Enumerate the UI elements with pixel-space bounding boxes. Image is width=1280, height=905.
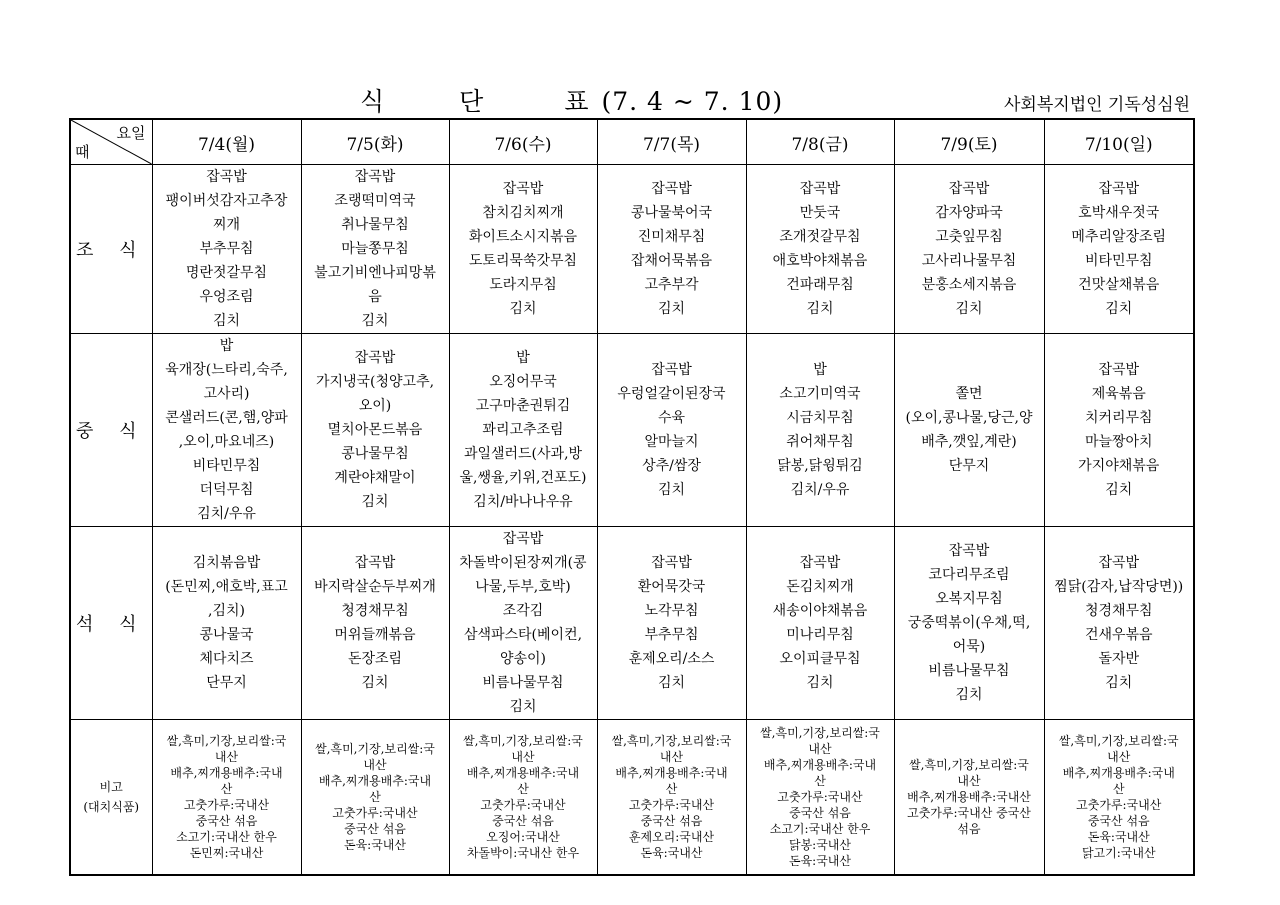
menu-item: 머위들깨볶음 bbox=[334, 627, 416, 643]
lunch-cell bbox=[1044, 334, 1194, 527]
menu-item: 만둣국 bbox=[799, 205, 841, 221]
origin-line: 배추,찌개용배추:국내산 bbox=[907, 789, 1031, 804]
menu-item: 화이트소시지볶음 bbox=[468, 229, 578, 245]
menu-item: 우엉조림 bbox=[199, 289, 254, 305]
menu-item: 명란젓갈무침 bbox=[185, 265, 268, 281]
breakfast-row bbox=[70, 165, 1194, 334]
origin-line: 산 bbox=[1112, 781, 1125, 796]
notes-label: 비고 bbox=[99, 779, 123, 794]
organization-name: 사회복지법인 기독성심원 bbox=[1004, 95, 1191, 115]
dinner-cell bbox=[301, 527, 449, 720]
menu-item: 밥 bbox=[813, 362, 827, 378]
menu-item: (돈민찌,애호박,표고 bbox=[165, 579, 288, 595]
menu-item: 김치 bbox=[806, 301, 834, 317]
origin-line: 내산 bbox=[363, 757, 387, 772]
menu-item: 분홍소세지볶음 bbox=[921, 277, 1017, 293]
menu-item: 울,쌩율,키위,건포도) bbox=[459, 470, 587, 486]
menu-item: 잡곡밥 bbox=[1098, 362, 1140, 378]
origin-line: 배추,찌개용배추:국내 bbox=[1062, 765, 1175, 780]
menu-item: 어묵) bbox=[952, 639, 986, 655]
origin-line: 훈제오리:국내산 bbox=[628, 829, 715, 844]
origin-line: 산 bbox=[814, 773, 826, 788]
menu-item: 양송이) bbox=[499, 651, 547, 667]
dinner-row bbox=[70, 527, 1194, 720]
menu-item: 배추,깻잎,계란) bbox=[921, 434, 1017, 450]
menu-item: 잡곡밥 bbox=[948, 543, 990, 559]
day-header: 7/10(일) bbox=[1044, 119, 1194, 165]
menu-item: 건새우볶음 bbox=[1084, 627, 1153, 643]
origin-line: 배추,찌개용배추:국내 bbox=[615, 765, 728, 780]
breakfast-cell bbox=[597, 165, 746, 334]
origin-line: 배추,찌개용배추:국내 bbox=[170, 765, 283, 780]
menu-item: 잡곡밥 bbox=[1098, 181, 1140, 197]
origin-line: 쌀,흑미,기장,보리쌀:국 bbox=[315, 741, 435, 756]
menu-item: 밥 bbox=[219, 338, 234, 354]
menu-item: 수육 bbox=[657, 410, 686, 426]
origin-line: 산 bbox=[665, 781, 678, 796]
menu-item: 고추부각 bbox=[644, 277, 699, 293]
menu-item: 바지락살순두부찌개 bbox=[314, 579, 436, 595]
menu-item: 우렁얼갈이된장국 bbox=[617, 386, 726, 402]
menu-item: 부추무침 bbox=[199, 241, 254, 257]
menu-item: ,김치) bbox=[208, 603, 245, 619]
origin-line: 내산 bbox=[511, 749, 535, 764]
menu-item: 멸치아몬드볶음 bbox=[327, 422, 423, 438]
menu-item: 김치/바나나우유 bbox=[473, 494, 573, 510]
notes-cell bbox=[449, 720, 597, 875]
menu-item: 잡곡밥 bbox=[354, 169, 396, 185]
menu-item: 잡곡밥 bbox=[206, 169, 247, 185]
menu-item: 김치 bbox=[1105, 675, 1133, 691]
origin-line: 쌀,흑미,기장,보리쌀:국 bbox=[611, 733, 732, 748]
menu-item: 콩나물국 bbox=[199, 627, 254, 643]
menu-item: 나물,두부,호박) bbox=[475, 579, 571, 595]
menu-item: 삼색파스타(베이컨, bbox=[463, 627, 583, 643]
origin-line: 산 bbox=[220, 781, 233, 796]
breakfast-cell bbox=[1044, 165, 1194, 334]
menu-item: 제육볶음 bbox=[1091, 386, 1146, 402]
menu-item: 상추/쌈장 bbox=[642, 458, 701, 474]
breakfast-cell bbox=[894, 165, 1044, 334]
menu-item: ,오이,마요네즈) bbox=[178, 434, 275, 450]
menu-item: 비타민무침 bbox=[192, 458, 261, 474]
menu-item: 미나리무침 bbox=[786, 627, 854, 643]
menu-item: 잡채어묵볶음 bbox=[630, 253, 713, 269]
menu-item: 소고기미역국 bbox=[779, 386, 861, 402]
origin-line: 쌀,흑미,기장,보리쌀:국 bbox=[166, 733, 287, 748]
menu-item: 치커리무침 bbox=[1084, 410, 1153, 426]
lunch-cell bbox=[746, 334, 894, 527]
origin-line: 배추,찌개용배추:국내 bbox=[318, 773, 432, 788]
dinner-cell bbox=[597, 527, 746, 720]
day-header: 7/5(화) bbox=[301, 119, 449, 165]
menu-item: 감자양파국 bbox=[935, 205, 1003, 221]
corner-cell bbox=[70, 119, 152, 165]
origin-line: 오징어:국내산 bbox=[486, 829, 560, 844]
origin-line: 고춧가루:국내산 bbox=[183, 797, 270, 812]
menu-item: 잡곡밥 bbox=[354, 350, 396, 366]
notes-row bbox=[70, 720, 1194, 875]
menu-item: 고사리) bbox=[203, 386, 250, 402]
menu-item: 단무지 bbox=[206, 675, 247, 691]
menu-item: 잡곡밥 bbox=[502, 531, 544, 547]
lunch-cell bbox=[597, 334, 746, 527]
menu-item: 체다치즈 bbox=[199, 651, 254, 667]
menu-item: 김치 bbox=[361, 494, 389, 510]
meal-header-label: 때 bbox=[75, 143, 90, 161]
lunch-cell bbox=[894, 334, 1044, 527]
origin-line: 중국산 섞음 bbox=[789, 805, 851, 820]
menu-item: 김치 bbox=[657, 675, 686, 691]
origin-line: 고춧가루:국내산 bbox=[777, 789, 863, 804]
menu-item: 잡곡밥 bbox=[1098, 555, 1140, 571]
origin-line: 중국산 섞음 bbox=[344, 821, 406, 836]
menu-item: 훈제오리/소스 bbox=[628, 651, 715, 667]
menu-item: 오이피클무침 bbox=[779, 651, 861, 667]
origin-line: 돈육:국내산 bbox=[640, 845, 703, 860]
notes-cell bbox=[301, 720, 449, 875]
origin-line: 내산 bbox=[957, 773, 981, 788]
notes-cell bbox=[597, 720, 746, 875]
menu-item: 가지냉국(청양고추, bbox=[315, 374, 435, 390]
origin-line: 중국산 섞음 bbox=[1087, 813, 1150, 828]
origin-line: 섞음 bbox=[957, 821, 981, 836]
origin-line: 쌀,흑미,기장,보리쌀:국 bbox=[909, 757, 1029, 772]
breakfast-cell bbox=[746, 165, 894, 334]
menu-item: 돈장조림 bbox=[347, 651, 403, 667]
menu-item: 과일샐러드(사과,방 bbox=[463, 446, 583, 462]
origin-line: 중국산 섞음 bbox=[492, 813, 554, 828]
origin-line: 쌀,흑미,기장,보리쌀:국 bbox=[463, 733, 583, 748]
menu-item: 건맛살채볶음 bbox=[1078, 277, 1160, 293]
menu-item: 팽이버섯감자고추장 bbox=[165, 193, 288, 209]
menu-item: 비름나물무침 bbox=[928, 663, 1010, 679]
day-header: 7/8(금) bbox=[746, 119, 894, 165]
menu-item: 오이) bbox=[358, 398, 392, 414]
menu-item: 마늘쫑무침 bbox=[341, 241, 409, 257]
origin-line: 돈민찌:국내산 bbox=[189, 845, 264, 860]
day-header: 7/7(목) bbox=[597, 119, 746, 165]
menu-item: 꽈리고추조림 bbox=[482, 422, 564, 438]
menu-item: 김치/우유 bbox=[197, 506, 256, 522]
menu-item: 잡곡밥 bbox=[651, 555, 692, 571]
menu-item: 조개젓갈무침 bbox=[779, 229, 861, 245]
menu-item: 노각무침 bbox=[644, 603, 699, 619]
menu-item: 잡곡밥 bbox=[948, 181, 990, 197]
menu-item: 가지야채볶음 bbox=[1078, 458, 1160, 474]
menu-item: 고춧잎무침 bbox=[935, 229, 1003, 245]
origin-line: 소고기:국내산 한우 bbox=[769, 821, 871, 836]
origin-line: 중국산 섞음 bbox=[640, 813, 703, 828]
menu-item: 애호박야채볶음 bbox=[772, 253, 868, 269]
menu-item: 밥 bbox=[516, 350, 530, 366]
menu-item: 잡곡밥 bbox=[651, 181, 692, 197]
menu-item: 김치 bbox=[955, 301, 983, 317]
origin-line: 닭고기:국내산 bbox=[1081, 845, 1156, 860]
menu-item: 닭봉,닭윙튀김 bbox=[777, 458, 863, 474]
origin-line: 돈육:국내산 bbox=[1087, 829, 1150, 844]
menu-item: 김치 bbox=[509, 699, 537, 715]
menu-item: 차돌박이된장찌개(콩 bbox=[459, 555, 587, 571]
menu-item: 알마늘지 bbox=[644, 434, 699, 450]
menu-item: 시금치무침 bbox=[786, 410, 854, 426]
menu-item: (오이,콩나물,당근,양 bbox=[905, 410, 1033, 426]
menu-item: 김치 bbox=[361, 675, 389, 691]
breakfast-cell bbox=[449, 165, 597, 334]
dinner-cell bbox=[152, 527, 301, 720]
menu-item: 계란야채말이 bbox=[334, 470, 416, 486]
lunch-cell bbox=[301, 334, 449, 527]
menu-item: 콩나물무침 bbox=[341, 446, 409, 462]
day-header: 7/9(토) bbox=[894, 119, 1044, 165]
menu-item: 김치 bbox=[955, 687, 983, 703]
menu-item: 환어묵갓국 bbox=[637, 579, 706, 595]
menu-item: 참치김치찌개 bbox=[482, 205, 564, 221]
menu-item: 찜닭(감자,납작당면)) bbox=[1054, 579, 1184, 595]
menu-item: 조각김 bbox=[502, 603, 544, 619]
title-date-range: (7. 4 ~ 7. 10) bbox=[601, 87, 784, 116]
dinner-cell bbox=[894, 527, 1044, 720]
menu-item: 잡곡밥 bbox=[799, 181, 841, 197]
menu-item: 오복지무침 bbox=[935, 591, 1003, 607]
menu-item: 김치 bbox=[657, 301, 686, 317]
day-header: 7/4(월) bbox=[152, 119, 301, 165]
menu-item: 새송이야채볶음 bbox=[772, 603, 868, 619]
origin-line: 고춧가루:국내산 bbox=[1076, 797, 1162, 812]
menu-item: 쫄면 bbox=[955, 386, 983, 402]
dinner-cell bbox=[746, 527, 894, 720]
menu-item: 돈김치찌개 bbox=[786, 579, 854, 595]
menu-item: 코다리무조림 bbox=[928, 567, 1010, 583]
menu-item: 진미채무침 bbox=[637, 229, 706, 245]
menu-item: 김치/우유 bbox=[790, 482, 850, 498]
origin-line: 돈육:국내산 bbox=[343, 837, 406, 852]
menu-item: 청경채무침 bbox=[341, 603, 409, 619]
menu-item: 오징어무국 bbox=[489, 374, 557, 390]
title-char-1: 식 bbox=[360, 87, 386, 116]
menu-item: 김치볶음밥 bbox=[192, 555, 261, 571]
lunch-row bbox=[70, 334, 1194, 527]
menu-title bbox=[360, 82, 783, 118]
origin-line: 쌀,흑미,기장,보리쌀:국 bbox=[760, 725, 880, 740]
menu-item: 도라지무침 bbox=[489, 277, 557, 293]
origin-line: 중국산 섞음 bbox=[195, 813, 258, 828]
origin-line: 닭봉:국내산 bbox=[788, 837, 851, 852]
menu-item: 김치 bbox=[361, 313, 389, 329]
menu-item: 김치 bbox=[1105, 301, 1133, 317]
notes-sublabel: (대치식품) bbox=[83, 799, 140, 814]
menu-item: 음 bbox=[368, 289, 382, 305]
notes-cell bbox=[894, 720, 1044, 875]
menu-item: 취나물무침 bbox=[341, 217, 409, 233]
day-header-label: 요일 bbox=[116, 124, 146, 142]
meal-label-breakfast: 조 식 bbox=[70, 165, 152, 334]
menu-item: 궁중떡볶이(우채,떡, bbox=[907, 615, 1031, 631]
notes-cell bbox=[746, 720, 894, 875]
lunch-cell bbox=[152, 334, 301, 527]
menu-item: 비타민무침 bbox=[1084, 253, 1153, 269]
origin-line: 돈육:국내산 bbox=[788, 853, 851, 868]
origin-line: 배추,찌개용배추:국내 bbox=[763, 757, 877, 772]
origin-line: 내산 bbox=[1107, 749, 1131, 764]
menu-item: 잡곡밥 bbox=[354, 555, 396, 571]
meal-label-notes bbox=[70, 720, 152, 875]
notes-cell bbox=[152, 720, 301, 875]
origin-line: 산 bbox=[517, 781, 529, 796]
menu-item: 김치 bbox=[806, 675, 834, 691]
origin-line: 고춧가루:국내산 bbox=[332, 805, 418, 820]
origin-line: 고춧가루:국내산 중국산 bbox=[907, 805, 1031, 820]
menu-item: 호박새우젓국 bbox=[1078, 205, 1160, 221]
title-char-2: 단 bbox=[459, 87, 485, 116]
meal-label-dinner: 석 식 bbox=[70, 527, 152, 720]
menu-item: 조랭떡미역국 bbox=[334, 193, 416, 209]
origin-line: 내산 bbox=[808, 741, 832, 756]
origin-line: 내산 bbox=[659, 749, 684, 764]
origin-line: 소고기:국내산 한우 bbox=[176, 829, 277, 844]
menu-item: 마늘짱아치 bbox=[1084, 434, 1153, 450]
origin-line: 배추,찌개용배추:국내 bbox=[466, 765, 580, 780]
meal-label-lunch: 중 식 bbox=[70, 334, 152, 527]
menu-item: 잡곡밥 bbox=[651, 362, 692, 378]
menu-item: 단무지 bbox=[948, 458, 990, 474]
menu-item: 불고기비엔나피망볶 bbox=[314, 265, 436, 281]
menu-item: 찌개 bbox=[212, 217, 241, 233]
menu-item: 메추리알장조림 bbox=[1071, 229, 1167, 245]
menu-table bbox=[69, 118, 1195, 876]
lunch-cell bbox=[449, 334, 597, 527]
breakfast-cell bbox=[301, 165, 449, 334]
dinner-cell bbox=[1044, 527, 1194, 720]
menu-item: 김치 bbox=[1105, 482, 1133, 498]
menu-item: 비름나물무침 bbox=[482, 675, 564, 691]
menu-item: 잡곡밥 bbox=[799, 555, 841, 571]
menu-item: 건파래무침 bbox=[786, 277, 854, 293]
menu-item: 쥐어채무침 bbox=[786, 434, 854, 450]
menu-item: 고사리나물무침 bbox=[921, 253, 1017, 269]
origin-line: 고춧가루:국내산 bbox=[628, 797, 715, 812]
origin-line: 고춧가루:국내산 bbox=[480, 797, 566, 812]
breakfast-cell bbox=[152, 165, 301, 334]
dinner-cell bbox=[449, 527, 597, 720]
origin-line: 내산 bbox=[214, 749, 239, 764]
notes-cell bbox=[1044, 720, 1194, 875]
origin-line: 차돌박이:국내산 한우 bbox=[466, 845, 580, 860]
menu-item: 김치 bbox=[509, 301, 537, 317]
title-char-3: 표 bbox=[564, 87, 590, 116]
origin-line: 쌀,흑미,기장,보리쌀:국 bbox=[1058, 733, 1179, 748]
menu-item: 더덕무침 bbox=[199, 482, 254, 498]
menu-item: 부추무침 bbox=[644, 627, 699, 643]
menu-item: 김치 bbox=[657, 482, 686, 498]
menu-item: 돌자반 bbox=[1098, 651, 1140, 667]
origin-line: 산 bbox=[369, 789, 381, 804]
menu-item: 고구마춘권튀김 bbox=[475, 398, 571, 414]
header-row bbox=[70, 119, 1194, 165]
day-header: 7/6(수) bbox=[449, 119, 597, 165]
menu-item: 청경채무침 bbox=[1084, 603, 1153, 619]
menu-item: 육개장(느타리,숙주, bbox=[165, 362, 288, 378]
menu-item: 콩나물북어국 bbox=[630, 205, 713, 221]
menu-item: 콘샐러드(콘,햄,양파 bbox=[165, 410, 288, 426]
menu-item: 김치 bbox=[212, 313, 241, 329]
menu-item: 도토리묵쑥갓무침 bbox=[468, 253, 578, 269]
menu-item: 잡곡밥 bbox=[502, 181, 544, 197]
